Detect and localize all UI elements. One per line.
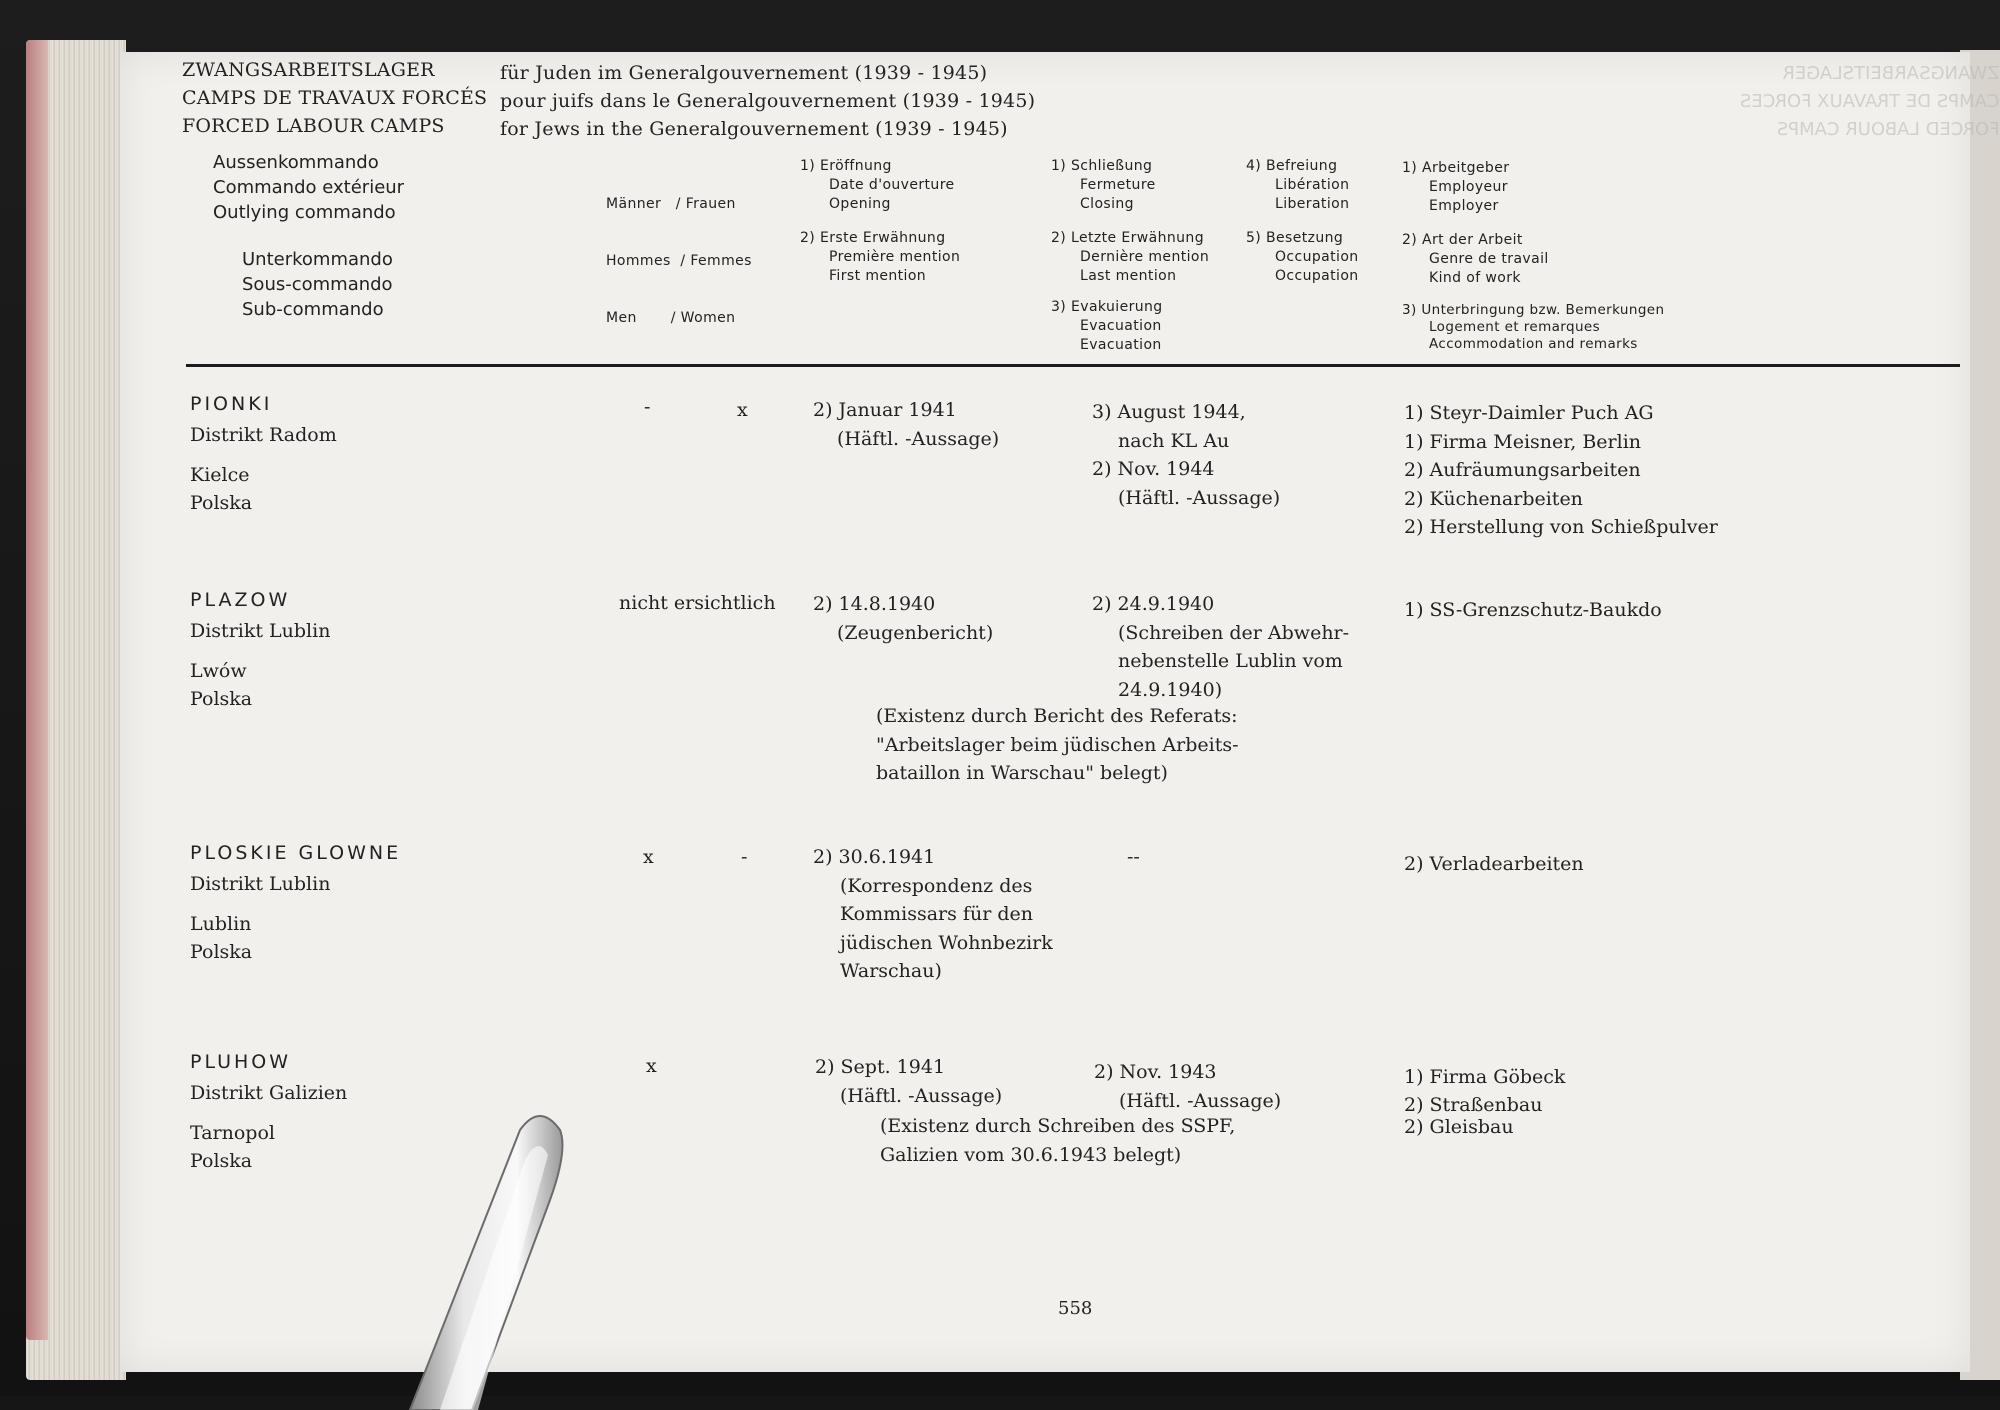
- district: Distrikt Lublin: [190, 873, 331, 895]
- col-men-women: Männer / Frauen Hommes / Femmes Men / Women: [606, 196, 752, 326]
- aussen-en: Outlying commando: [213, 202, 396, 223]
- entry-pionki-location: [190, 393, 337, 518]
- unter-de: Unterkommando: [242, 249, 393, 270]
- closing-info: --: [1127, 846, 1140, 868]
- header-subtitle-block: [500, 59, 1035, 143]
- work-info: 1) Firma Göbeck 2) Straßenbau 2) Gleisbau: [1404, 1066, 1566, 1138]
- header-title-fr: CAMPS DE TRAVAUX FORCÉS: [182, 87, 488, 109]
- work-info: 1) SS-Grenzschutz-Baukdo: [1404, 599, 1662, 621]
- women-mark: x: [737, 399, 748, 421]
- opening-info: 2) Januar 1941 (Häftl. -Aussage): [813, 399, 1000, 450]
- closing-info: 2) Nov. 1943 (Häftl. -Aussage): [1094, 1061, 1282, 1112]
- header-title-de: ZWANGSARBEITSLAGER: [182, 59, 435, 81]
- opening-info: 2) 14.8.1940 (Zeugenbericht): [813, 593, 994, 644]
- entry-pluhow-location: [190, 1051, 347, 1176]
- note-info: (Existenz durch Schreiben des SSPF, Galizien vom 30.6.1943 belegt): [880, 1115, 1236, 1166]
- bleed-through: ZWANGSARBEITSLAGER CAMPS DE TRAVAUX FORCES FORCED LABOUR CAMPS: [1740, 63, 2000, 140]
- col-last-mention: 2) Letzte Erwähnung Dernière mention Last mention: [1051, 230, 1210, 284]
- district: Distrikt Radom: [190, 424, 337, 446]
- entry-plazow-location: [190, 589, 330, 714]
- camp-name: PLUHOW: [190, 1051, 292, 1073]
- unterkommando-block: [242, 247, 393, 322]
- col-liberation: 4) Befreiung Libération Liberation: [1246, 158, 1350, 212]
- city: Tarnopol: [190, 1122, 275, 1144]
- unter-en: Sub-commando: [242, 299, 384, 320]
- aussen-fr: Commando extérieur: [213, 177, 405, 198]
- country: Polska: [190, 1150, 253, 1172]
- closing-info: 3) August 1944, nach KL Au 2) Nov. 1944 (Häftl. -Aussage): [1092, 401, 1281, 509]
- unter-fr: Sous-commando: [242, 274, 393, 295]
- camp-name: PIONKI: [190, 393, 273, 415]
- page-number: 558: [1058, 1298, 1093, 1319]
- women-mark: -: [741, 846, 748, 868]
- country: Polska: [190, 941, 253, 963]
- header-rule: [186, 364, 1960, 367]
- entry-ploskie-glowne-location: [190, 842, 401, 967]
- closing-info: 2) 24.9.1940 (Schreiben der Abwehr- nebenstelle Lublin vom 24.9.1940): [1092, 593, 1350, 701]
- col-kind-of-work: 2) Art der Arbeit Genre de travail Kind of work: [1402, 232, 1549, 286]
- note-info: (Existenz durch Bericht des Referats: "Arbeitslager beim jüdischen Arbeits- bataillon in Warschau" belegt): [876, 705, 1239, 784]
- city: Lublin: [190, 913, 252, 935]
- col-occupation: 5) Besetzung Occupation Occupation: [1246, 230, 1359, 284]
- work-info: 2) Verladearbeiten: [1404, 853, 1584, 875]
- col-opening: 1) Eröffnung Date d'ouverture Opening: [800, 158, 955, 212]
- aussenkommando-block: [213, 150, 404, 225]
- district: Distrikt Lublin: [190, 620, 331, 642]
- country: Polska: [190, 492, 253, 514]
- men-mark: x: [646, 1055, 657, 1077]
- header-subtitle-de: für Juden im Generalgouvernement (1939 - 1945): [500, 62, 988, 84]
- col-first-mention: 2) Erste Erwähnung Première mention First mention: [800, 230, 961, 284]
- col-closing: 1) Schließung Fermeture Closing: [1051, 158, 1156, 212]
- men-women-info: nicht ersichtlich: [619, 592, 776, 614]
- city: Kielce: [190, 464, 250, 486]
- opening-info: 2) 30.6.1941 (Korrespondenz des Kommissars für den jüdischen Wohnbezirk Warschau): [813, 846, 1053, 982]
- camp-name: PLOSKIE GLOWNE: [190, 842, 402, 864]
- opening-info: 2) Sept. 1941 (Häftl. -Aussage): [815, 1056, 1003, 1107]
- district: Distrikt Galizien: [190, 1082, 348, 1104]
- men-mark: x: [643, 846, 654, 868]
- work-info: 1) Steyr-Daimler Puch AG 1) Firma Meisner, Berlin 2) Aufräumungsarbeiten 2) Küchenarbeiten 2) Herstellung von Schießpulver: [1404, 402, 1718, 538]
- page-holder-clip: [400, 1110, 570, 1410]
- col-employer: 1) Arbeitgeber Employeur Employer: [1402, 160, 1510, 214]
- men-mark: -: [644, 396, 651, 418]
- header-subtitle-en: for Jews in the Generalgouvernement (1939 - 1945): [500, 118, 1008, 140]
- aussen-de: Aussenkommando: [213, 152, 379, 173]
- header-title-en: FORCED LABOUR CAMPS: [182, 115, 445, 137]
- book-cover-edge: [26, 40, 48, 1340]
- header-subtitle-fr: pour juifs dans le Generalgouvernement (1939 - 1945): [500, 90, 1036, 112]
- country: Polska: [190, 688, 253, 710]
- camp-name: PLAZOW: [190, 589, 291, 611]
- header-title-block: [182, 56, 487, 140]
- city: Lwów: [190, 660, 247, 682]
- col-evacuation: 3) Evakuierung Evacuation Evacuation: [1051, 299, 1163, 353]
- col-remarks: 3) Unterbringung bzw. Bemerkungen Logement et remarques Accommodation and remarks: [1402, 302, 1665, 352]
